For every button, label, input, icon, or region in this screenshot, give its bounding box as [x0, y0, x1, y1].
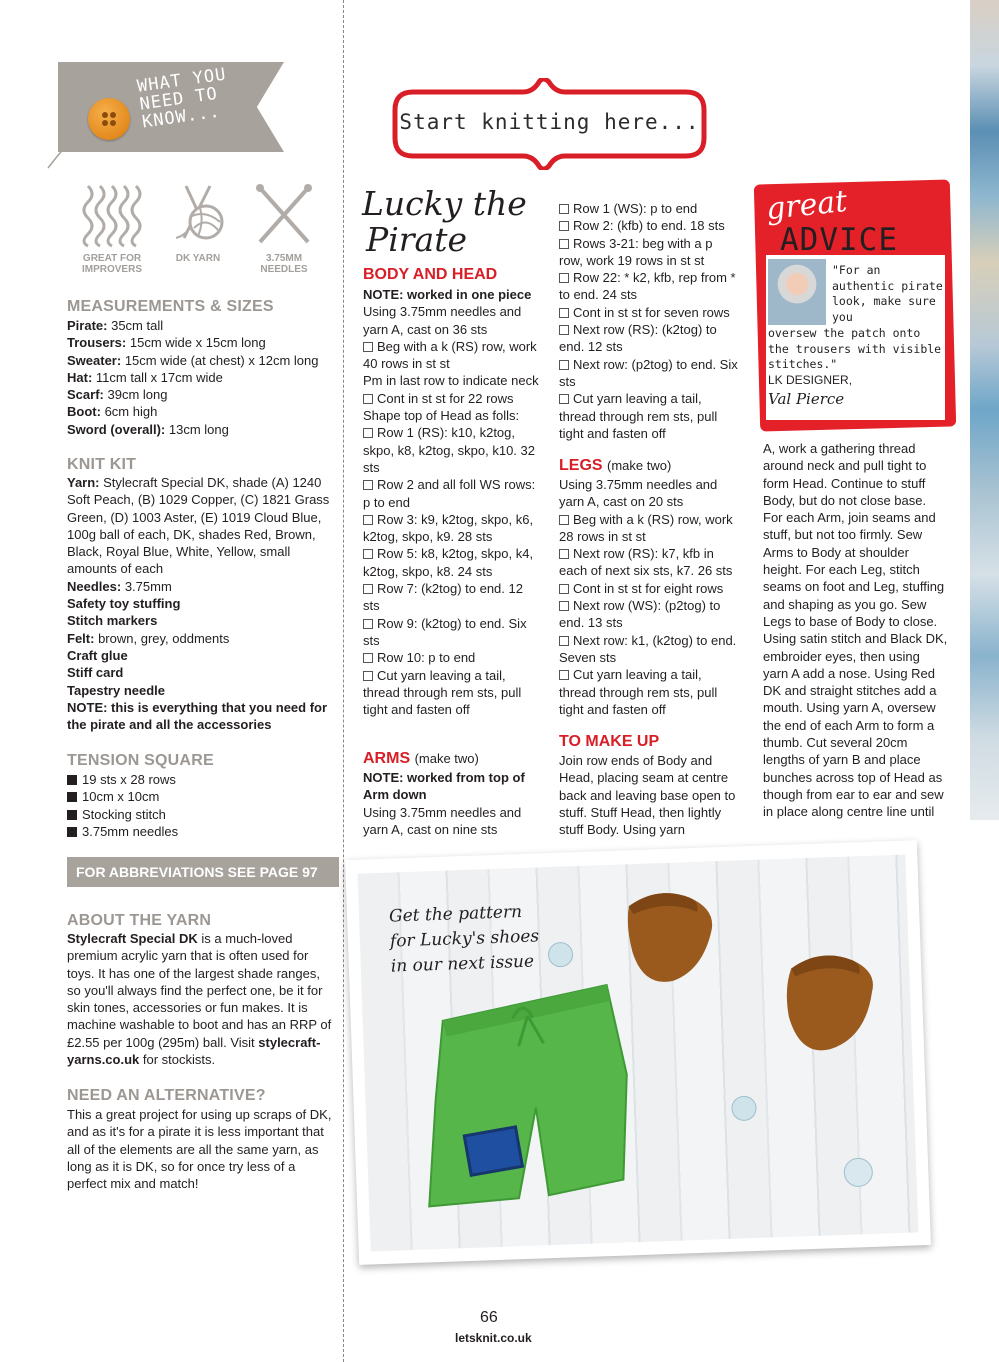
list-item: Trousers: 15cm wide x 15cm long — [67, 335, 266, 351]
icon-group-yarn — [156, 180, 240, 264]
footer-url[interactable]: letsknit.co.uk — [455, 1331, 532, 1345]
tension-list — [67, 771, 337, 840]
checklist-item[interactable]: Next row (WS): (p2tog) to end. 13 sts — [559, 598, 721, 631]
list-item: Felt: brown, grey, oddments — [67, 630, 230, 646]
list-item: Tapestry needle — [67, 682, 166, 698]
icon-group-improvers — [70, 180, 154, 275]
checklist-item[interactable]: Row 22: * k2, kfb, rep from * to end. 24 sts — [559, 270, 736, 303]
checklist-item[interactable]: Cont in st st for seven rows — [559, 304, 739, 321]
abbreviations-bar: FOR ABBREVIATIONS SEE PAGE 97 — [67, 857, 339, 887]
icon-caption: GREAT FOR IMPROVERS — [81, 253, 142, 275]
button-icon — [88, 98, 130, 140]
about-yarn-text: Stylecraft Special DK is a much-loved premium acrylic yarn that is often used for toys. It has one of the largest shade ranges, so you'll always find the perfect one, be it for skin tones, accessories or fun makes. It is machine washable to boot and has an RRP of £2.55 per 100g (295m) ball. Visit stylecraft-yarns.co.uk for stockists. — [67, 931, 332, 1068]
advice-quote-end: oversew the patch onto the trousers with visible stitches." — [768, 326, 942, 372]
make-up-text: Join row ends of Body and Head, placing seam at centre back and leaving base open to stuff. Stuff Head, then lightly stuff Body. Using yarn — [559, 753, 736, 838]
list-item: Sweater: 15cm wide (at chest) x 12cm long — [67, 352, 319, 368]
pattern-title: Lucky the Pirate — [362, 184, 527, 259]
list-item: Stiff card — [67, 665, 124, 681]
legs-instructions: Using 3.75mm needles and yarn A, cast on 20 sts Beg with a k (RS) row, work 28 rows in st st Next row (RS): k7, kfb in each of next six sts, k7. 26 sts Cont in st st for eight rows Next row (WS): (p2tog) to end. 13 sts Next row: k1, (k2tog) to end. Seven sts Cut yarn leaving a tail, thread through rem sts, pull tight and fasten off — [559, 476, 739, 718]
advice-title: ADVICE — [780, 222, 898, 258]
list-item: Hat: 11cm tall x 17cm wide — [67, 369, 223, 385]
arms-continued — [559, 200, 739, 442]
stitch-icon — [70, 180, 154, 250]
column-divider — [343, 0, 344, 1362]
info-tag-title: WHAT YOU NEED TO KNOW... — [135, 64, 228, 133]
measurements-heading: MEASUREMENTS & SIZES — [67, 298, 274, 315]
list-item: Stocking stitch — [67, 806, 337, 823]
checklist-item[interactable]: Row 1 (RS): k10, k2tog, skpo, k8, k2tog, skpo, k10. 32 sts — [363, 425, 535, 475]
photo-background — [358, 855, 919, 1252]
alternative-text: This a great project for using up scraps of DK, and as it's for a pirate it is less important that all of the elements are all the same yarn, as long as it is DK, so for once try less of a perfect mix and match! — [67, 1107, 332, 1192]
list-item: 10cm x 10cm — [67, 788, 337, 805]
designer-label: LK DESIGNER, — [768, 373, 853, 387]
yarn-ball-icon — [156, 180, 240, 250]
checklist-item[interactable]: Row 7: (k2tog) to end. 12 sts — [363, 581, 523, 614]
list-item: Needles: 3.75mm — [67, 578, 172, 594]
checklist-item[interactable]: Cut yarn leaving a tail, thread through rem sts, pull tight and fasten off — [559, 391, 718, 441]
checklist-item[interactable]: Row 2 and all foll WS rows: p to end — [363, 477, 536, 510]
measurements-list — [67, 317, 337, 438]
trousers-photo — [345, 840, 931, 1265]
next-page-edge — [970, 0, 999, 820]
checklist-item[interactable]: Row 3: k9, k2tog, skpo, k6, k2tog, skpo, k9. 28 sts — [363, 511, 534, 545]
photo-caption: Get the pattern for Lucky's shoes in our next issue — [388, 901, 540, 977]
icon-caption: DK YARN — [175, 253, 221, 264]
icon-caption: 3.75MM NEEDLES — [260, 253, 308, 275]
needles-icon — [242, 180, 326, 250]
checklist-item[interactable]: Row 1 (WS): p to end — [559, 200, 739, 217]
alternative-heading: NEED AN ALTERNATIVE? — [67, 1087, 266, 1104]
designer-photo — [768, 259, 826, 325]
arms-heading: ARMS (make two) — [363, 750, 479, 767]
checklist-item[interactable]: Row 5: k8, k2tog, skpo, k4, k2tog, skpo, k8. 24 sts — [363, 546, 534, 579]
checklist-item[interactable]: Cont in st st for eight rows — [559, 580, 739, 597]
advice-quote: "For an authentic pirate look, make sure you — [832, 263, 943, 324]
legs-heading: LEGS (make two) — [559, 457, 672, 474]
checklist-item[interactable]: Next row (RS): (k2tog) to end. 12 sts — [559, 322, 717, 355]
list-item: Sword (overall): 13cm long — [67, 421, 229, 437]
list-item: Yarn: Stylecraft Special DK, shade (A) 1240 Soft Peach, (B) 1029 Copper, (C) 1821 Grass Green, (D) 1003 Aster, (E) 1019 Cloud Blue, 100g ball of each, DK, shades Red, Brown, Black, Royal Blue, White, Yellow, small amounts of each — [67, 475, 330, 577]
stylecraft-link[interactable]: stylecraft-yarns.co.uk — [67, 1034, 321, 1068]
body-head-instructions: NOTE: worked in one piece Using 3.75mm needles and yarn A, cast on 36 sts Beg with a k (RS) row, work 40 rows in st st Pm in last row to indicate neck Cont in st st for 22 rows Shape top of Head as folls: Row 1 (RS): k10, k2tog, skpo, k8, k2tog, skpo, k10. 32 sts Row 2 and all foll WS rows: p to end Row 3: k9, k2tog, skpo, k6, k2tog, skpo, k9. 28 sts Row 5: k8, k2tog, skpo, k4, k2tog, skpo, k8. 24 sts Row 7: (k2tog) to end. 12 sts Row 9: (k2tog) to end. Six sts Row 10: p to end Cut yarn leaving a tail, thread through rem sts, pull tight and fasten off — [363, 286, 543, 718]
checklist-item[interactable]: Beg with a k (RS) row, work 28 rows in st st — [559, 511, 733, 544]
arms-instructions: NOTE: worked from top of Arm down Using 3.75mm needles and yarn A, cast on nine sts — [363, 770, 525, 837]
knit-kit-list — [67, 474, 335, 733]
checklist-item[interactable]: Rows 3-21: beg with a p row, work 19 rows in st st — [559, 235, 713, 268]
list-item: Pirate: 35cm tall — [67, 318, 164, 333]
icon-group-needles — [242, 180, 326, 275]
list-item: Scarf: 39cm long — [67, 387, 168, 403]
advice-great: great — [764, 183, 849, 228]
checklist-item[interactable]: Cut yarn leaving a tail, thread through rem sts, pull tight and fasten off — [363, 667, 522, 718]
body-head-heading: BODY AND HEAD — [363, 266, 498, 283]
list-item: 19 sts x 28 rows — [67, 771, 337, 788]
list-item: Safety toy stuffing — [67, 596, 181, 612]
checklist-item[interactable]: Row 2: (kfb) to end. 18 sts — [559, 217, 739, 234]
list-item: NOTE: this is everything that you need for the pirate and all the accessories — [67, 699, 328, 733]
make-up-heading: TO MAKE UP — [559, 733, 660, 750]
about-yarn-heading: ABOUT THE YARN — [67, 912, 212, 929]
checklist-item[interactable]: Row 9: (k2tog) to end. Six sts — [363, 615, 527, 648]
checklist-item[interactable]: Cut yarn leaving a tail, thread through rem sts, pull tight and fasten off — [559, 667, 718, 717]
checklist-item[interactable]: Next row: (p2tog) to end. Six sts — [559, 356, 738, 389]
checklist-item[interactable]: Next row: k1, (k2tog) to end. Seven sts — [559, 632, 737, 665]
page-number: 66 — [480, 1309, 498, 1326]
checklist-item[interactable]: Beg with a k (RS) row, work 40 rows in st st — [363, 338, 537, 372]
banner-title: Start knitting here... — [399, 110, 700, 134]
designer-signature: Val Pierce — [768, 390, 845, 408]
icons-row — [70, 180, 330, 280]
list-item: Craft glue — [67, 647, 128, 663]
checklist-item[interactable]: Cont in st st for 22 rows — [363, 390, 543, 407]
make-up-continued: A, work a gathering thread around neck and pull tight to form Head. Continue to stuff Body, but do not close base. For each Arm, join seams and stuff, but not too firmly. Sew Arms to Body at shoulder height. For each Leg, stitch seams on foot and Leg, stuffing and shaping as you go. Sew Legs to base of Body to close. Using satin stitch and Black DK, embroider eyes, then using yarn A add a nose. Using Red DK and straight stitches add a mouth. Using yarn A, oversew the end of each Arm to form a thumb. Cut several 20cm lengths of yarn B and place bunches across top of Head as though from ear to ear and sew in place along centre line until — [763, 441, 948, 820]
list-item: Boot: 6cm high — [67, 404, 158, 420]
tension-heading: TENSION SQUARE — [67, 752, 214, 769]
list-item: Stitch markers — [67, 613, 158, 629]
checklist-item[interactable]: Next row (RS): k7, kfb in each of next six sts, k7. 26 sts — [559, 546, 733, 579]
knit-kit-heading: KNIT KIT — [67, 456, 137, 473]
checklist-item[interactable]: Row 10: p to end — [363, 649, 543, 666]
list-item: 3.75mm needles — [67, 823, 337, 840]
